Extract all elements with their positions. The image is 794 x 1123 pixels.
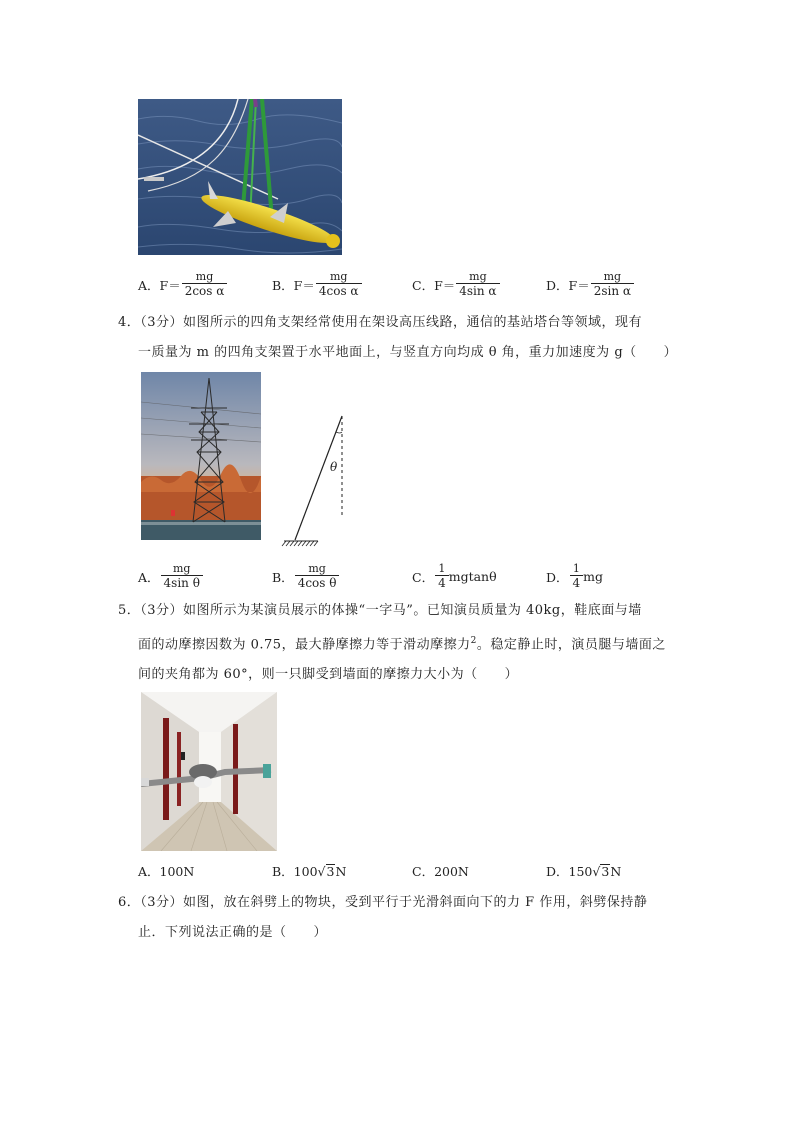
option-unit: N	[610, 863, 622, 879]
option-label: B．F＝	[272, 277, 315, 293]
option-label: B．100	[272, 864, 318, 879]
fraction-numerator: mg	[172, 562, 191, 575]
angle-theta-label: θ	[330, 460, 338, 474]
fraction	[161, 562, 203, 591]
fraction	[591, 270, 634, 299]
fraction-denominator: 4cos θ	[295, 575, 340, 591]
q3-option-c[interactable]	[412, 270, 500, 299]
option-label: C．F＝	[412, 277, 456, 293]
q5-superscript: 2	[470, 636, 477, 646]
q5-line-1: 5．（3分）如图所示为某演员展示的体操“一字马”。已知演员质量为 40kg，鞋底面与墙	[118, 603, 642, 618]
q5-option-a[interactable]: A．100N	[138, 864, 195, 879]
option-label: A．	[138, 569, 160, 585]
q4-stem	[118, 308, 758, 368]
fraction-numerator: mg	[469, 270, 487, 283]
q3-option-b[interactable]	[272, 270, 362, 299]
fraction-numerator: mg	[603, 270, 622, 283]
option-unit: N	[335, 863, 347, 879]
option-label: D．F＝	[546, 277, 590, 293]
fraction-denominator: 4	[435, 575, 449, 591]
q6-line-1: 6．（3分）如图，放在斜劈上的物块，受到平行于光滑斜面向下的力 F 作用，斜劈保持静	[118, 895, 648, 910]
fraction-numerator: mg	[195, 270, 214, 283]
option-label: A．F＝	[138, 277, 181, 293]
q4-option-c[interactable]	[412, 562, 497, 591]
radical-sign: √	[317, 863, 326, 879]
gymnast-photo	[141, 692, 277, 851]
radicand: 3	[326, 863, 335, 879]
fraction-numerator: mg	[308, 562, 326, 575]
fraction	[456, 270, 499, 299]
fraction	[182, 270, 228, 299]
fraction-denominator: 4sin θ	[161, 575, 203, 591]
fraction-denominator: 2sin α	[591, 283, 634, 299]
q3-option-a[interactable]	[138, 270, 227, 299]
q5-line-2	[118, 626, 768, 660]
q5-line-3: 间的夹角都为 60°，则一只脚受到墙面的摩擦力大小为（ ）	[138, 667, 519, 683]
q4-option-a[interactable]	[138, 562, 203, 591]
fraction-denominator: 4cos α	[316, 283, 362, 299]
q4-option-b[interactable]	[272, 562, 339, 591]
fraction-denominator: 4	[570, 575, 584, 591]
fraction-numerator: 1	[572, 562, 580, 575]
fraction	[316, 270, 362, 299]
tower-photo	[141, 372, 261, 540]
fraction-denominator: 2cos α	[182, 283, 228, 299]
q4-line-1: 4．（3分）如图所示的四角支架经常使用在架设高压线路，通信的基站塔台等领域，现有	[118, 315, 643, 330]
fraction-numerator: 1	[438, 562, 446, 575]
q5-line-2-part-b: 。稳定静止时，演员腿与墙面之	[476, 637, 666, 653]
q5-option-c[interactable]: C．200N	[412, 864, 469, 879]
option-label: D．150	[546, 864, 593, 879]
square-root	[592, 864, 610, 879]
q6-stem	[118, 888, 768, 948]
q5-line-2-part-a: 面的动摩擦因数为 0.75，最大静摩擦力等于滑动摩擦力	[138, 637, 471, 653]
q4-angle-diagram	[278, 410, 358, 550]
radical-sign: √	[592, 863, 601, 879]
option-tail: mg	[583, 569, 604, 584]
q4-option-d[interactable]	[546, 562, 603, 591]
glider-photo	[138, 99, 342, 255]
fraction-numerator: mg	[329, 270, 348, 283]
fraction	[570, 562, 584, 591]
fraction-denominator: 4sin α	[456, 283, 499, 299]
option-label: B．	[272, 569, 294, 585]
fraction	[435, 562, 449, 591]
q4-line-2: 一质量为 m 的四角支架置于水平地面上，与竖直方向均成 θ 角，重力加速度为 g（ ）	[138, 345, 678, 360]
q5-option-b[interactable]	[272, 862, 346, 880]
square-root	[318, 864, 336, 879]
q6-line-2: 止．下列说法正确的是（ ）	[138, 925, 328, 940]
q5-option-d[interactable]	[546, 862, 621, 880]
option-tail: mgtanθ	[448, 569, 497, 584]
fraction	[295, 562, 340, 591]
option-label: C．	[412, 569, 435, 585]
q5-stem	[118, 596, 768, 690]
option-label: D．	[546, 569, 569, 585]
radicand: 3	[601, 863, 610, 879]
q3-option-d[interactable]	[546, 270, 634, 299]
